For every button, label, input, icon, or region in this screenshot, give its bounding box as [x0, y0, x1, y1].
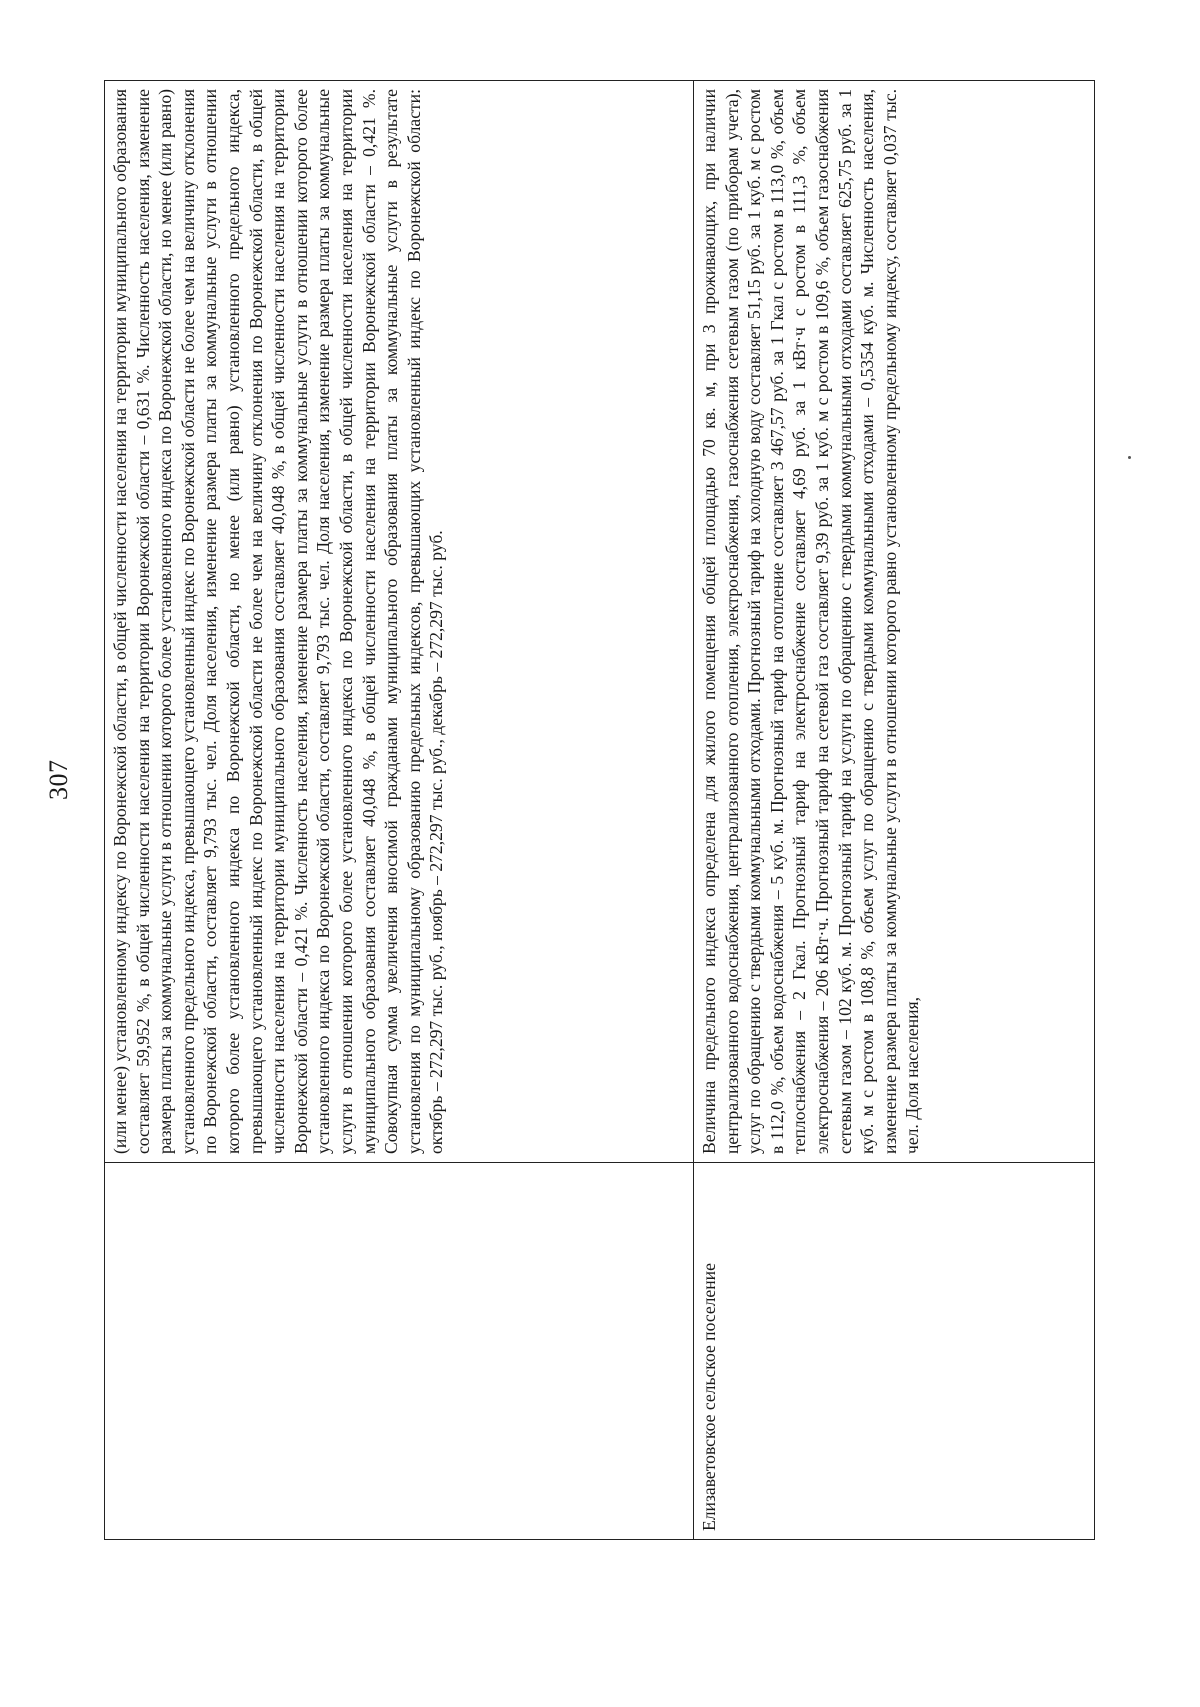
table-row [105, 81, 694, 1540]
municipality-cell: Елизаветовское сельское поселение [694, 1163, 1095, 1540]
table-row [694, 81, 1095, 1540]
scan-speck [1128, 456, 1131, 459]
rotated-table-container [104, 80, 1084, 1540]
page-number: 307 [44, 759, 73, 800]
description-cell: (или менее) установленному индексу по Воронежской области, в общей численности населения на территории муниципального образования составляет 59,952 %, в общей численности населения на территории Воронежской области – 0,631 %. Численность населения, изменение размера платы за коммунальные услуги в отношении которого более установленного индекса по Воронежской области, но менее (или равно) установленного предельного индекса, превышающего установленный индекс по Воронежской области не более чем на величину отклонения по Воронежской области, составляет 9,793 тыс. чел. Доля населения, изменение размера платы за коммунальные услуги в отношении которого более установленного индекса по Воронежской области, но менее (или равно) установленного предельного индекса, превышающего установленный индекс по Воронежской области не более чем на величину отклонения по Воронежской области, в общей численности населения на территории муниципального образования составляет 40,048 %, в общей численности населения на территории Воронежской области – 0,421 %. Численность населения, изменение размера платы за коммунальные услуги в отношении которого более установленного индекса по Воронежской области, составляет 9,793 тыс. чел. Доля населения, изменение размера платы за коммунальные услуги в отношении которого более установленного индекса по Воронежской области, в общей численности населения на территории муниципального образования составляет 40,048 %, в общей численности населения на территории Воронежской области – 0,421 %. Совокупная сумма увеличения вносимой гражданами муниципального образования платы за коммунальные услуги в результате установления по муниципальному образованию предельных индексов, превышающих установленный индекс по Воронежской области: октябрь – 272,297 тыс. руб., ноябрь – 272,297 тыс. руб., декабрь – 272,297 тыс. руб. [105, 81, 694, 1163]
description-cell: Величина предельного индекса определена для жилого помещения общей площадью 70 кв. м, при 3 проживающих, при наличии централизованного водоснабжения, централизованного отопления, электроснабжения, газоснабжения сетевым газом (по приборам учета), услуг по обращению с твердыми коммунальными отходами. Прогнозный тариф на холодную воду составляет 51,15 руб. за 1 куб. м с ростом в 112,0 %, объем водоснабжения – 5 куб. м. Прогнозный тариф на отопление составляет 3 467,57 руб. за 1 Гкал с ростом в 113,0 %, объем теплоснабжения – 2 Гкал. Прогнозный тариф на электроснабжение составляет 4,69 руб. за 1 кВт·ч с ростом в 111,3 %, объем электроснабжения – 206 кВт·ч. Прогнозный тариф на сетевой газ составляет 9,39 руб. за 1 куб. м с ростом в 109,6 %, объем газоснабжения сетевым газом – 102 куб. м. Прогнозный тариф на услуги по обращению с твердыми коммунальными отходами составляет 625,75 руб. за 1 куб. м с ростом в 108,8 %, объем услуг по обращению с твердыми коммунальными отходами – 0,5354 куб. м. Численность населения, изменение размера платы за коммунальные услуги в отношении которого равно установленному предельному индексу, составляет 0,037 тыс. чел. Доля населения, [694, 81, 1095, 1163]
tariff-table [104, 80, 1095, 1540]
municipality-cell [105, 1163, 694, 1540]
